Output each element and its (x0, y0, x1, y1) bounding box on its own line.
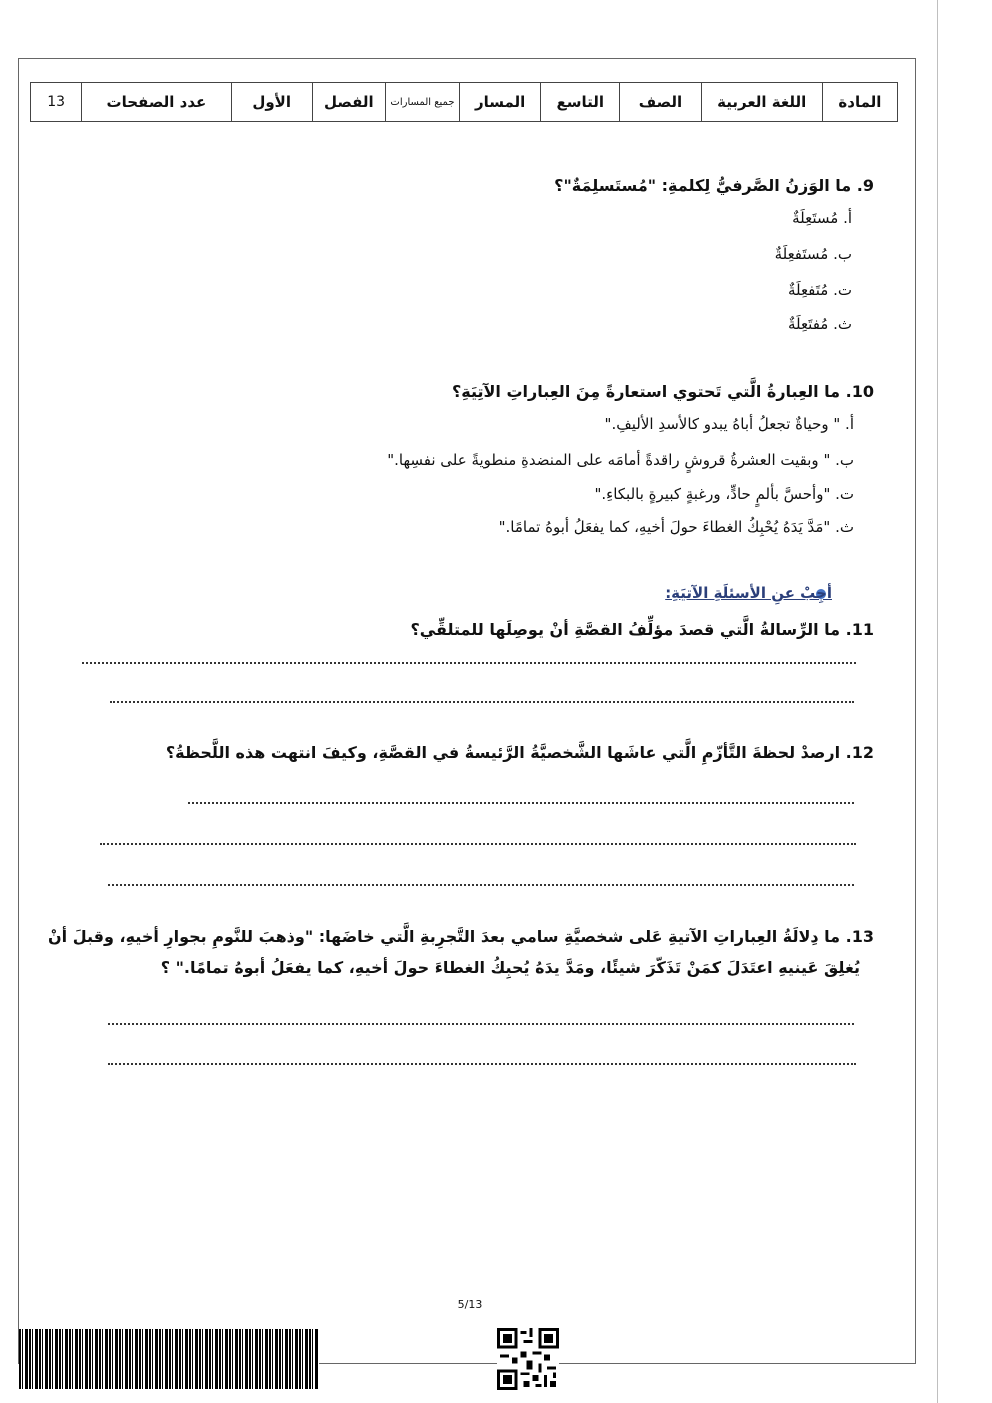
track-value: جميع المسارات (385, 83, 459, 122)
q10-option-b: ب. " وبقيت العشرةُ قروشٍ راقدةً أمامَه على المنضدةِ منطويةً على نفسِها." (387, 451, 854, 469)
answer-line[interactable] (108, 884, 854, 886)
question-13-line-2: يُغلِقَ عَينيهِ اعتَدَلَ كمَنْ تَذَكّرَ شيئًا، ومَدَّ يدَهُ يُحبِكُ الغطاءَ حولَ أخيهِ، كما يفعَلُ أبوهُ تمامًا." ؟ (160, 958, 860, 977)
barcode-icon (19, 1329, 319, 1389)
q9-option-b: ب. مُستَفعِلَةٌ (774, 245, 852, 263)
grade-value: التاسع (541, 83, 620, 122)
subject-label: المادة (822, 83, 897, 122)
q10-option-c: ت. "وأحسَّ بألمٍ حادٍّ، ورغبةٍ كبيرةٍ بالبكاءِ." (594, 485, 854, 503)
answer-line[interactable] (108, 1063, 856, 1065)
page-number: 5/13 (457, 1298, 483, 1311)
q10-option-d: ث. "مَدَّ يَدَهُ يُحْبِكُ الغطاءَ حولَ أخيهِ، كما يفعَلُ أبوهُ تمامًا." (498, 518, 854, 536)
term-label: الفصل (312, 83, 385, 122)
q9-option-a: أ. مُستَعِلَةٌ (792, 209, 852, 227)
subject-value: اللغة العربية (701, 83, 822, 122)
question-9: 9. ما الوَزنُ الصَّرفيُّ لِكلمةِ: "مُستَسلِمَةٌ"؟ (554, 176, 874, 195)
answer-line[interactable] (108, 1023, 854, 1025)
track-label: المسار (460, 83, 541, 122)
q9-option-c: ت. مُتَفعِلَةٌ (787, 281, 852, 299)
qr-code-icon (497, 1328, 559, 1390)
q10-option-a: أ. " وحياةٌ تجعلُ أباهُ يبدو كالأسدِ الأليفِ." (604, 415, 854, 433)
question-10: 10. ما العِبارةُ الَّتي تَحتوي استعارةً مِنَ العِباراتِ الآتِيَةِ؟ (451, 382, 874, 401)
grade-label: الصف (620, 83, 701, 122)
answer-line[interactable] (82, 662, 856, 664)
answer-line[interactable] (110, 701, 854, 703)
question-13-line-1: 13. ما دِلالَةُ العِباراتِ الآتيةِ عَلى شخصيَّةِ سامي بعدَ التَّجرِبةِ الَّتي خاضَها: "وذهبَ للنَّومِ بجوارِ أخيهِ، وقبلَ أنْ (47, 927, 874, 946)
scan-edge-line (937, 0, 938, 1403)
q9-option-d: ث. مُفتَعِلَةٌ (787, 315, 852, 333)
section-title: أجِبْ عنِ الأسئلَةِ الآتيَةِ: (665, 584, 832, 602)
question-12: 12. ارصدْ لحظةَ التَّأزّمِ الَّتي عاشَها الشَّخصيَّةُ الرَّئيسةُ في القصَّةِ، وكيفَ انتهت هذه اللَّحظةُ؟ (165, 743, 874, 762)
question-11: 11. ما الرِّسالةُ الَّتي قصدَ مؤلِّفُ القصَّةِ أنْ يوصِلَها للمتلقِّي؟ (410, 620, 874, 639)
term-value: الأول (231, 83, 312, 122)
exam-header-table (30, 82, 898, 122)
answer-line[interactable] (188, 802, 854, 804)
answer-line[interactable] (100, 843, 856, 845)
pages-value: 13 (31, 83, 82, 122)
pages-label: عدد الصفحات (82, 83, 231, 122)
